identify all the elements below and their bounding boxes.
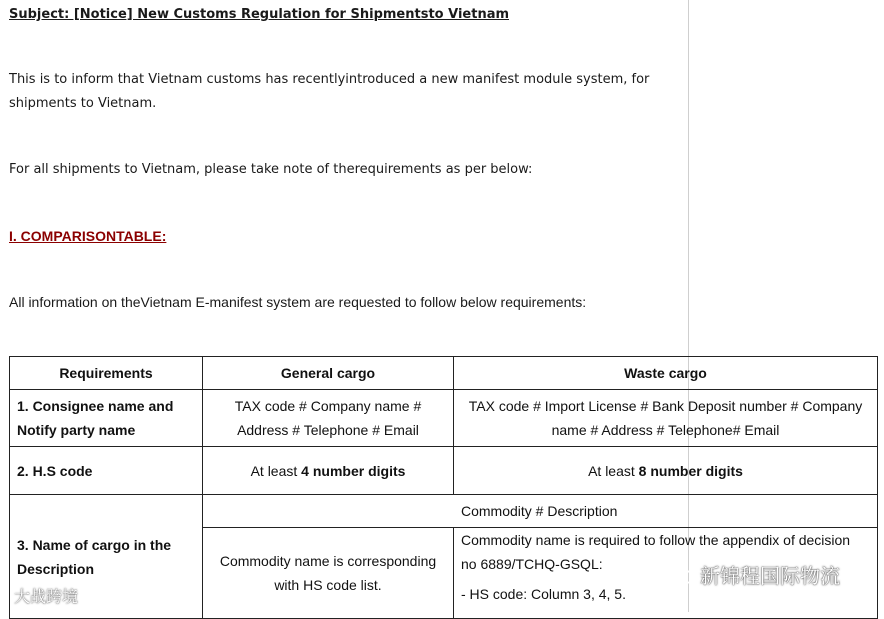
intro-paragraph: [9, 68, 649, 116]
cell-line: 3. Name of cargo in the: [17, 536, 172, 553]
table-row: [10, 495, 878, 528]
header-waste-cargo: Waste cargo: [454, 357, 878, 390]
general-cargo-cell: [203, 390, 454, 447]
merged-commodity-cell: Commodity # Description: [203, 495, 878, 528]
waste-cargo-cell: [454, 447, 878, 495]
cell-line: Commodity name is corresponding: [219, 553, 437, 569]
note-paragraph: For all shipments to Vietnam, please take note of therequirements as per below:: [9, 162, 533, 177]
general-cargo-cell: [203, 528, 454, 619]
intro-line: shipments to Vietnam.: [9, 96, 157, 111]
cell-line: no 6889/TCHQ-GSQL:: [461, 556, 603, 572]
section-title: I. COMPARISONTABLE:: [9, 228, 167, 244]
cell-line: 1. Consignee name and: [17, 398, 174, 414]
cell-line: Address # Telephone # Email: [237, 422, 419, 438]
cell-line: Notify party name: [17, 422, 136, 438]
table-row: [10, 390, 878, 447]
cell-text: At least: [588, 462, 639, 479]
all-info-paragraph: All information on theVietnam E-manifest system are requested to follow below requirements:: [9, 294, 587, 310]
cell-line: Description: [17, 560, 95, 577]
cell-bold-text: 4 number digits: [301, 462, 406, 479]
general-cargo-cell: [203, 447, 454, 495]
requirement-cell: [10, 390, 203, 447]
table-header-row: [10, 357, 878, 390]
watermark-right: [668, 560, 840, 589]
cell-line: - HS code: Column 3, 4, 5.: [461, 586, 626, 602]
intro-line: This is to inform that Vietnam customs has recentlyintroduced a new manifest module system, for: [9, 72, 650, 87]
cell-line: TAX code # Company name #: [234, 398, 422, 414]
waste-cargo-cell: [454, 390, 878, 447]
subject-line: Subject: [Notice] New Customs Regulation for Shipmentsto Vietnam: [9, 7, 510, 22]
watermark-left: 大战跨境: [14, 587, 79, 606]
table-row: [10, 447, 878, 495]
cell-line: name # Address # Telephone# Email: [551, 422, 780, 438]
cell-line: with HS code list.: [274, 577, 382, 593]
header-general-cargo: General cargo: [203, 357, 454, 390]
watermark-right-text: 新锦程国际物流: [700, 564, 840, 588]
cell-text: At least: [250, 462, 302, 479]
cell-line: TAX code # Import License # Bank Deposit number # Company: [468, 398, 863, 414]
header-requirements: Requirements: [10, 357, 203, 390]
wechat-icon: [668, 564, 694, 586]
requirement-cell: 2. H.S code: [10, 447, 203, 495]
cell-bold-text: 8 number digits: [638, 462, 743, 479]
cell-line: Commodity name is required to follow the appendix of decision: [461, 532, 851, 548]
